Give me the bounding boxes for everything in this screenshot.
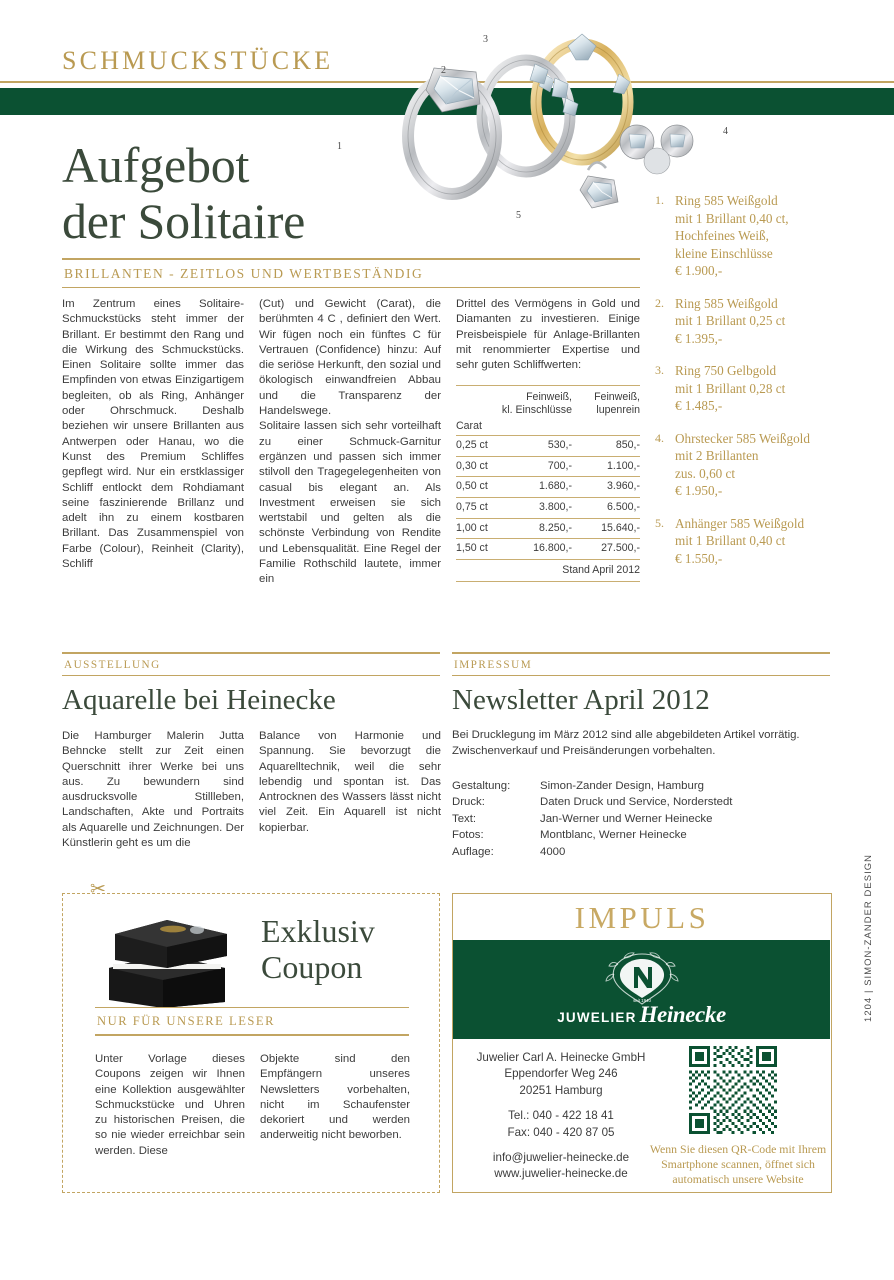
exhibition-column-2: Balance von Harmonie und Spannung. Sie bevorzugt die Aquarelltechnik, weil die sehr lebendig und spontan ist. Das Antrocknen des Wassers lässt nicht viel Zeit. Ein Aquarell ist nicht kopierbar.	[259, 730, 441, 834]
exhibition-header	[62, 652, 440, 717]
qr-code[interactable]	[689, 1046, 777, 1139]
city-address: 20251 Hamburg	[519, 1083, 603, 1097]
article-columns	[62, 297, 640, 617]
table-row: Druck: Daten Druck und Service, Norderstedt	[452, 796, 733, 809]
company-name: Juwelier Carl A. Heinecke GmbH	[476, 1051, 646, 1064]
impressum-label: IMPRESSUM	[454, 658, 533, 671]
callout-4: 4	[723, 126, 728, 137]
table-row: Fotos: Montblanc, Werner Heinecke	[452, 829, 687, 842]
ad-brand-panel	[453, 940, 830, 1039]
brand-lockup	[453, 1002, 830, 1028]
list-item: 2. Ring 585 Weißgold mit 1 Brillant 0,25 ct € 1.395,-	[655, 295, 786, 346]
callout-2: 2	[441, 65, 446, 76]
coupon-subtitle: NUR FÜR UNSERE LESER	[97, 1014, 275, 1029]
scissors-icon: ✂	[86, 880, 110, 899]
gift-box-photo	[101, 916, 231, 1008]
article-subhead: BRILLANTEN - ZEITLOS UND WERTBESTÄNDIG	[64, 265, 424, 281]
price-table-body	[456, 435, 640, 559]
design-credit: 1204 | SIMON-ZANDER DESIGN	[862, 853, 873, 1022]
table-row: Text: Jan-Werner und Werner Heinecke	[452, 812, 713, 825]
callout-5: 5	[516, 210, 521, 221]
exhibition-title: Aquarelle bei Heinecke	[62, 684, 336, 716]
list-item: 1. Ring 585 Weißgold mit 1 Brillant 0,40 ct, Hochfeines Weiß, kleine Einschlüsse € 1.900,-	[655, 193, 789, 278]
qr-caption: Wenn Sie diesen QR-Code mit Ihrem Smartphone scannen, öffnet sich automatisch unsere Website	[649, 1142, 827, 1186]
table-row: 0,50 ct 1.680,- 3.960,-	[456, 477, 640, 498]
list-item: 4. Ohrstecker 585 Weißgold mit 2 Brillanten zus. 0,60 ct € 1.950,-	[655, 430, 810, 498]
price-table-footnote: Stand April 2012	[456, 559, 640, 581]
price-table-label-carat: Carat	[456, 419, 482, 432]
divider	[95, 1034, 409, 1035]
article-column-3	[456, 297, 640, 617]
exhibition-column-1: Die Hamburger Malerin Jutta Behncke stellt zur Zeit einen Querschnitt ihrer Werke bei uns aus. Zu bewundern sind ausdrucksvolle Stillleben, Landschaften, Akte und Portraits als Aquarelle und Zeichnungen. Der Künstlerin geht es um die	[62, 730, 244, 850]
article-column-1	[62, 297, 244, 617]
price-table-head-col3: Feinweiß, lupenrein	[572, 386, 640, 420]
product-legend	[655, 192, 855, 582]
article-col2-para1: (Cut) und Gewicht (Carat), die berühmten 4 C , definiert den Wert. Wir fügen noch ein fünftes C für Vertrauen (Confidence) hinzu: Auf die seriöse Herkunft, den sozial und ökologisch einwandfreien Abbau und die Transparenz der Handelswege.	[259, 298, 441, 418]
table-row: Gestaltung: Simon-Zander Design, Hamburg	[452, 780, 704, 792]
coupon-title: Exklusiv Coupon	[261, 913, 375, 985]
headline-line-2: der Solitaire	[62, 193, 306, 249]
coupon-column-2: Objekte sind den Empfängern unseres Newsletters vorbehalten, nicht im Schaufenster dekoriert und werden anderweitig nicht beworben.	[260, 1053, 410, 1142]
ad-title: IMPULS	[574, 900, 710, 935]
callout-1: 1	[337, 141, 342, 152]
article-col2-para2: Solitaire lassen sich sehr vorteilhaft zu einer Schmuck-Garnitur ergänzen und passen sich immer stilvoll den Tragegelegenheiten von casual bis elegant an. Als Investment erweisen sie sich wertstabil und gelten als die schönste Verbindung von Rendite und Lebensqualität. Eine Regel der Familie Rothschild lautete, immer ein	[259, 420, 441, 586]
price-table-head-col2: Feinweiß, kl. Einschlüsse	[500, 386, 572, 420]
table-row: 0,25 ct 530,- 850,-	[456, 435, 640, 456]
exhibition-label: AUSSTELLUNG	[64, 658, 161, 671]
table-row: 1,00 ct 8.250,- 15.640,-	[456, 518, 640, 539]
page-title	[62, 137, 442, 249]
email-address[interactable]: info@juwelier-heinecke.de	[492, 1151, 630, 1165]
headline-line-1: Aufgebot	[62, 137, 250, 193]
impressum-lead: Bei Drucklegung im März 2012 sind alle abgebildeten Artikel vorrätig. Zwischenverkauf und Preisänderungen vorbehalten.	[452, 729, 800, 757]
divider-below-subhead	[62, 287, 640, 289]
article-subhead-block	[62, 258, 640, 288]
list-item: 5. Anhänger 585 Weißgold mit 1 Brillant 0,40 ct € 1.550,-	[655, 515, 805, 566]
advertisement-card[interactable]	[452, 893, 832, 1193]
ad-contact-block	[453, 1046, 830, 1190]
brand-word-juwelier: JUWELIER	[557, 1010, 637, 1025]
table-row: 0,30 ct 700,- 1.100,-	[456, 456, 640, 477]
coupon-column-1: Unter Vorlage dieses Coupons zeigen wir Ihnen eine Kollektion ausgewählter Schmuckstücke und Uhren zu historischen Preisen, die so nie wieder erreichbar sein werden. Diese	[95, 1053, 245, 1157]
crest-established-text: seit 1940	[632, 998, 651, 1003]
article-col1-text: Im Zentrum eines Solitaire-Schmuckstücks steht immer der Brillant. Er bestimmt den Rang und die Wirkung des Schmuckstücks. Einen Solitaire sollte immer das Empfinden von etwas Einzigartigem begleiten, ob als Ring, Anhänger oder Ohrschmuck. Deshalb beziehen wir unsere Brillanten aus Antwerpen oder Hanau, wo die Kunst des Premium Schliffes gepflegt wird. Nur ein erstklassiger Schliff entlockt dem Rohdiamant seine faszinierende Brillanz und adelt ihn zu einem kostbaren Brillant. Das Zusammenspiel von Farbe (Colour), Reinheit (Clarity), Schliff	[62, 298, 244, 571]
ad-address	[461, 1050, 661, 1183]
phone-number: Tel.: 040 - 422 18 41	[508, 1109, 614, 1123]
price-table	[456, 385, 640, 582]
page-kicker: SCHMUCKSTÜCKE	[62, 46, 334, 75]
impressum-table	[452, 778, 732, 860]
table-row: Auflage: 4000	[452, 845, 566, 858]
coupon-subtitle-block	[95, 1007, 409, 1036]
impressum-header	[452, 652, 830, 717]
price-table-head-carat	[456, 386, 500, 420]
article-column-2	[259, 297, 441, 617]
street-address: Eppendorfer Weg 246	[504, 1067, 618, 1081]
fax-number: Fax: 040 - 420 87 05	[507, 1125, 615, 1139]
callout-3: 3	[483, 34, 488, 45]
table-row: 1,50 ct 16.800,- 27.500,-	[456, 539, 640, 560]
impressum-title: Newsletter April 2012	[452, 684, 710, 716]
brand-word-heinecke: Heinecke	[639, 1002, 726, 1027]
table-row: 0,75 ct 3.800,- 6.500,-	[456, 497, 640, 518]
website-url[interactable]: www.juwelier-heinecke.de	[494, 1167, 628, 1181]
coupon-card[interactable]	[62, 893, 440, 1193]
list-item: 3. Ring 750 Gelbgold mit 1 Brillant 0,28 ct € 1.485,-	[655, 363, 786, 413]
article-col3-para1: Drittel des Vermögens in Gold und Diamanten zu investieren. Einige Preisbeispiele für Anlage-Brillanten mit renommierter Expertise und sehr guten Schliffwerten:	[456, 298, 640, 372]
